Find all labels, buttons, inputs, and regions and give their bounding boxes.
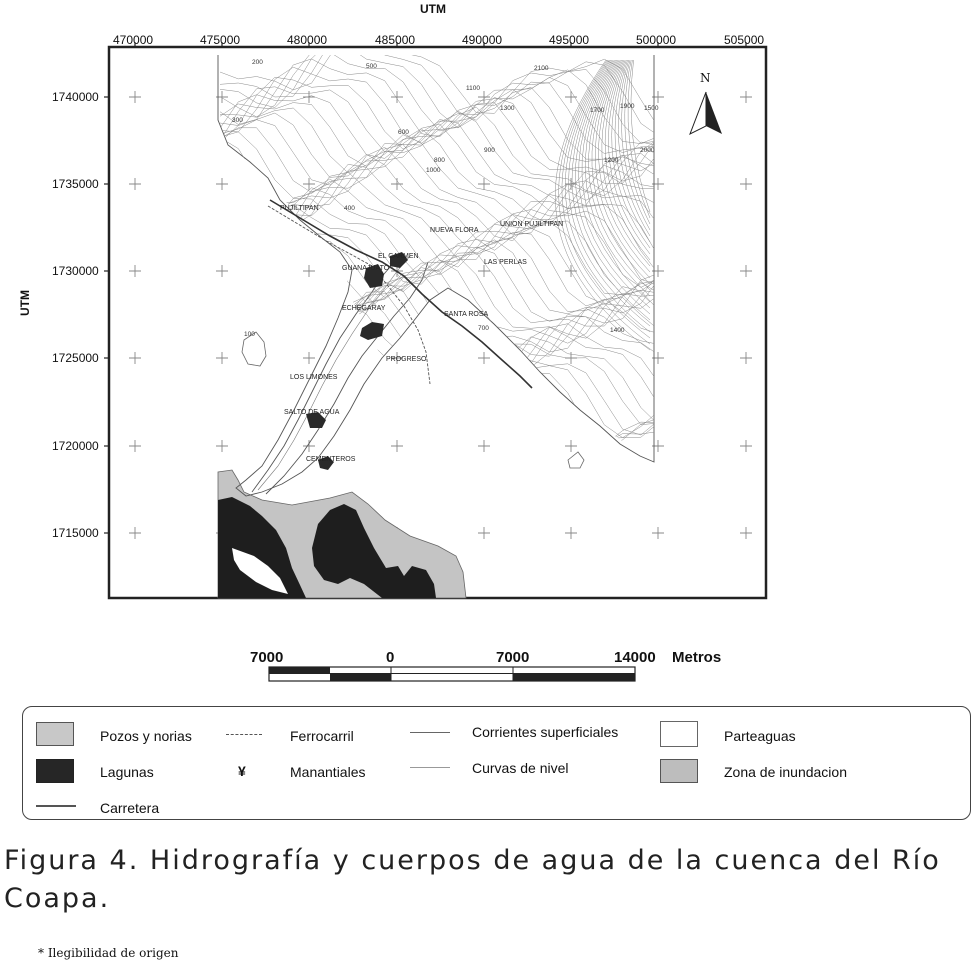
legend-swatch-lagunas	[36, 759, 74, 783]
y-tick-label: 1715000	[52, 526, 99, 540]
contour-label: 500	[366, 63, 377, 70]
x-tick-label: 475000	[200, 33, 241, 47]
y-tick-label: 1720000	[52, 439, 99, 453]
legend-label-carretera: Carretera	[100, 800, 160, 816]
contour-label: 1400	[610, 327, 625, 334]
contour-label: 1200	[604, 157, 619, 164]
place-label: LOS LIMONES	[290, 374, 338, 381]
place-label: PUJILTIPAN	[280, 205, 319, 212]
y-tick-label: 1735000	[52, 177, 99, 191]
place-label: SALTO DE AGUA	[284, 409, 340, 416]
legend-swatch-pozos	[36, 722, 74, 746]
place-label: PROGRESO	[386, 356, 427, 363]
legend-label-ferrocarril: Ferrocarril	[290, 728, 354, 744]
legend-line-curvas	[410, 767, 450, 768]
x-tick-label: 505000	[724, 33, 765, 47]
place-label: LAS PERLAS	[484, 259, 527, 266]
left-axis-title: UTM	[18, 290, 32, 316]
scale-number: 7000	[496, 649, 530, 666]
legend-label-lagunas: Lagunas	[100, 764, 154, 780]
x-tick-label: 480000	[287, 33, 328, 47]
place-label: EL CARMEN	[378, 253, 419, 260]
north-label: N	[700, 71, 711, 85]
scale-number: 7000	[250, 649, 284, 666]
contour-label: 300	[232, 117, 243, 124]
x-tick-label: 500000	[636, 33, 677, 47]
contour-label: 200	[252, 59, 263, 66]
place-label: SANTA ROSA	[444, 311, 489, 318]
x-tick-label: 490000	[462, 33, 503, 47]
place-label: ECHEGARAY	[342, 305, 386, 312]
legend-label-manantiales: Manantiales	[290, 764, 366, 780]
x-tick-label: 470000	[113, 33, 154, 47]
legend-label-parteaguas: Parteaguas	[724, 728, 796, 744]
contour-label: 100	[244, 331, 255, 338]
contour-label: 1000	[426, 167, 441, 174]
contour-label: 1900	[620, 103, 635, 110]
scale-number: 0	[386, 649, 395, 666]
contour-label: 2000	[640, 147, 655, 154]
figure-caption: Figura 4. Hidrografía y cuerpos de agua de la cuenca del Río Coapa.	[4, 845, 941, 914]
legend-label-corrientes: Corrientes superficiales	[472, 724, 619, 740]
contour-label: 1100	[466, 85, 480, 92]
legend-line-ferrocarril	[226, 734, 262, 735]
y-tick-label: 1740000	[52, 90, 99, 104]
place-label: GUANAJUATO	[342, 265, 390, 272]
x-tick-label: 485000	[375, 33, 416, 47]
manantial-icon: ¥	[238, 763, 246, 779]
legend-line-corrientes	[410, 732, 450, 733]
legend-line-carretera	[36, 805, 76, 807]
contour-label: 2100	[534, 65, 549, 72]
y-tick-label: 1730000	[52, 264, 99, 278]
contour-label: 700	[478, 325, 489, 332]
place-label: NUEVA FLORA	[430, 227, 479, 234]
legend-label-zona: Zona de inundacion	[724, 764, 847, 780]
contour-label: 1700	[590, 107, 605, 114]
contour-label: 1300	[500, 105, 515, 112]
legend-swatch-parteaguas	[660, 721, 698, 747]
scale-unit: Metros	[672, 649, 722, 666]
source-note: * Ilegibilidad de origen	[38, 946, 179, 960]
y-tick-label: 1725000	[52, 351, 99, 365]
contour-label: 900	[484, 147, 495, 154]
contour-label: 1500	[644, 105, 659, 112]
legend-swatch-zona	[660, 759, 698, 783]
contour-label: 800	[434, 157, 445, 164]
top-axis-title: UTM	[420, 2, 446, 16]
place-label: CEMENTEROS	[306, 456, 356, 463]
scale-number: 14000	[614, 649, 656, 666]
contour-label: 600	[398, 129, 409, 136]
scale-bar	[268, 666, 638, 684]
legend-label-pozos: Pozos y norias	[100, 728, 192, 744]
legend-label-curvas: Curvas de nivel	[472, 760, 569, 776]
place-label: UNION PUJILTIPAN	[500, 221, 564, 228]
x-tick-label: 495000	[549, 33, 590, 47]
contour-label: 400	[344, 205, 355, 212]
